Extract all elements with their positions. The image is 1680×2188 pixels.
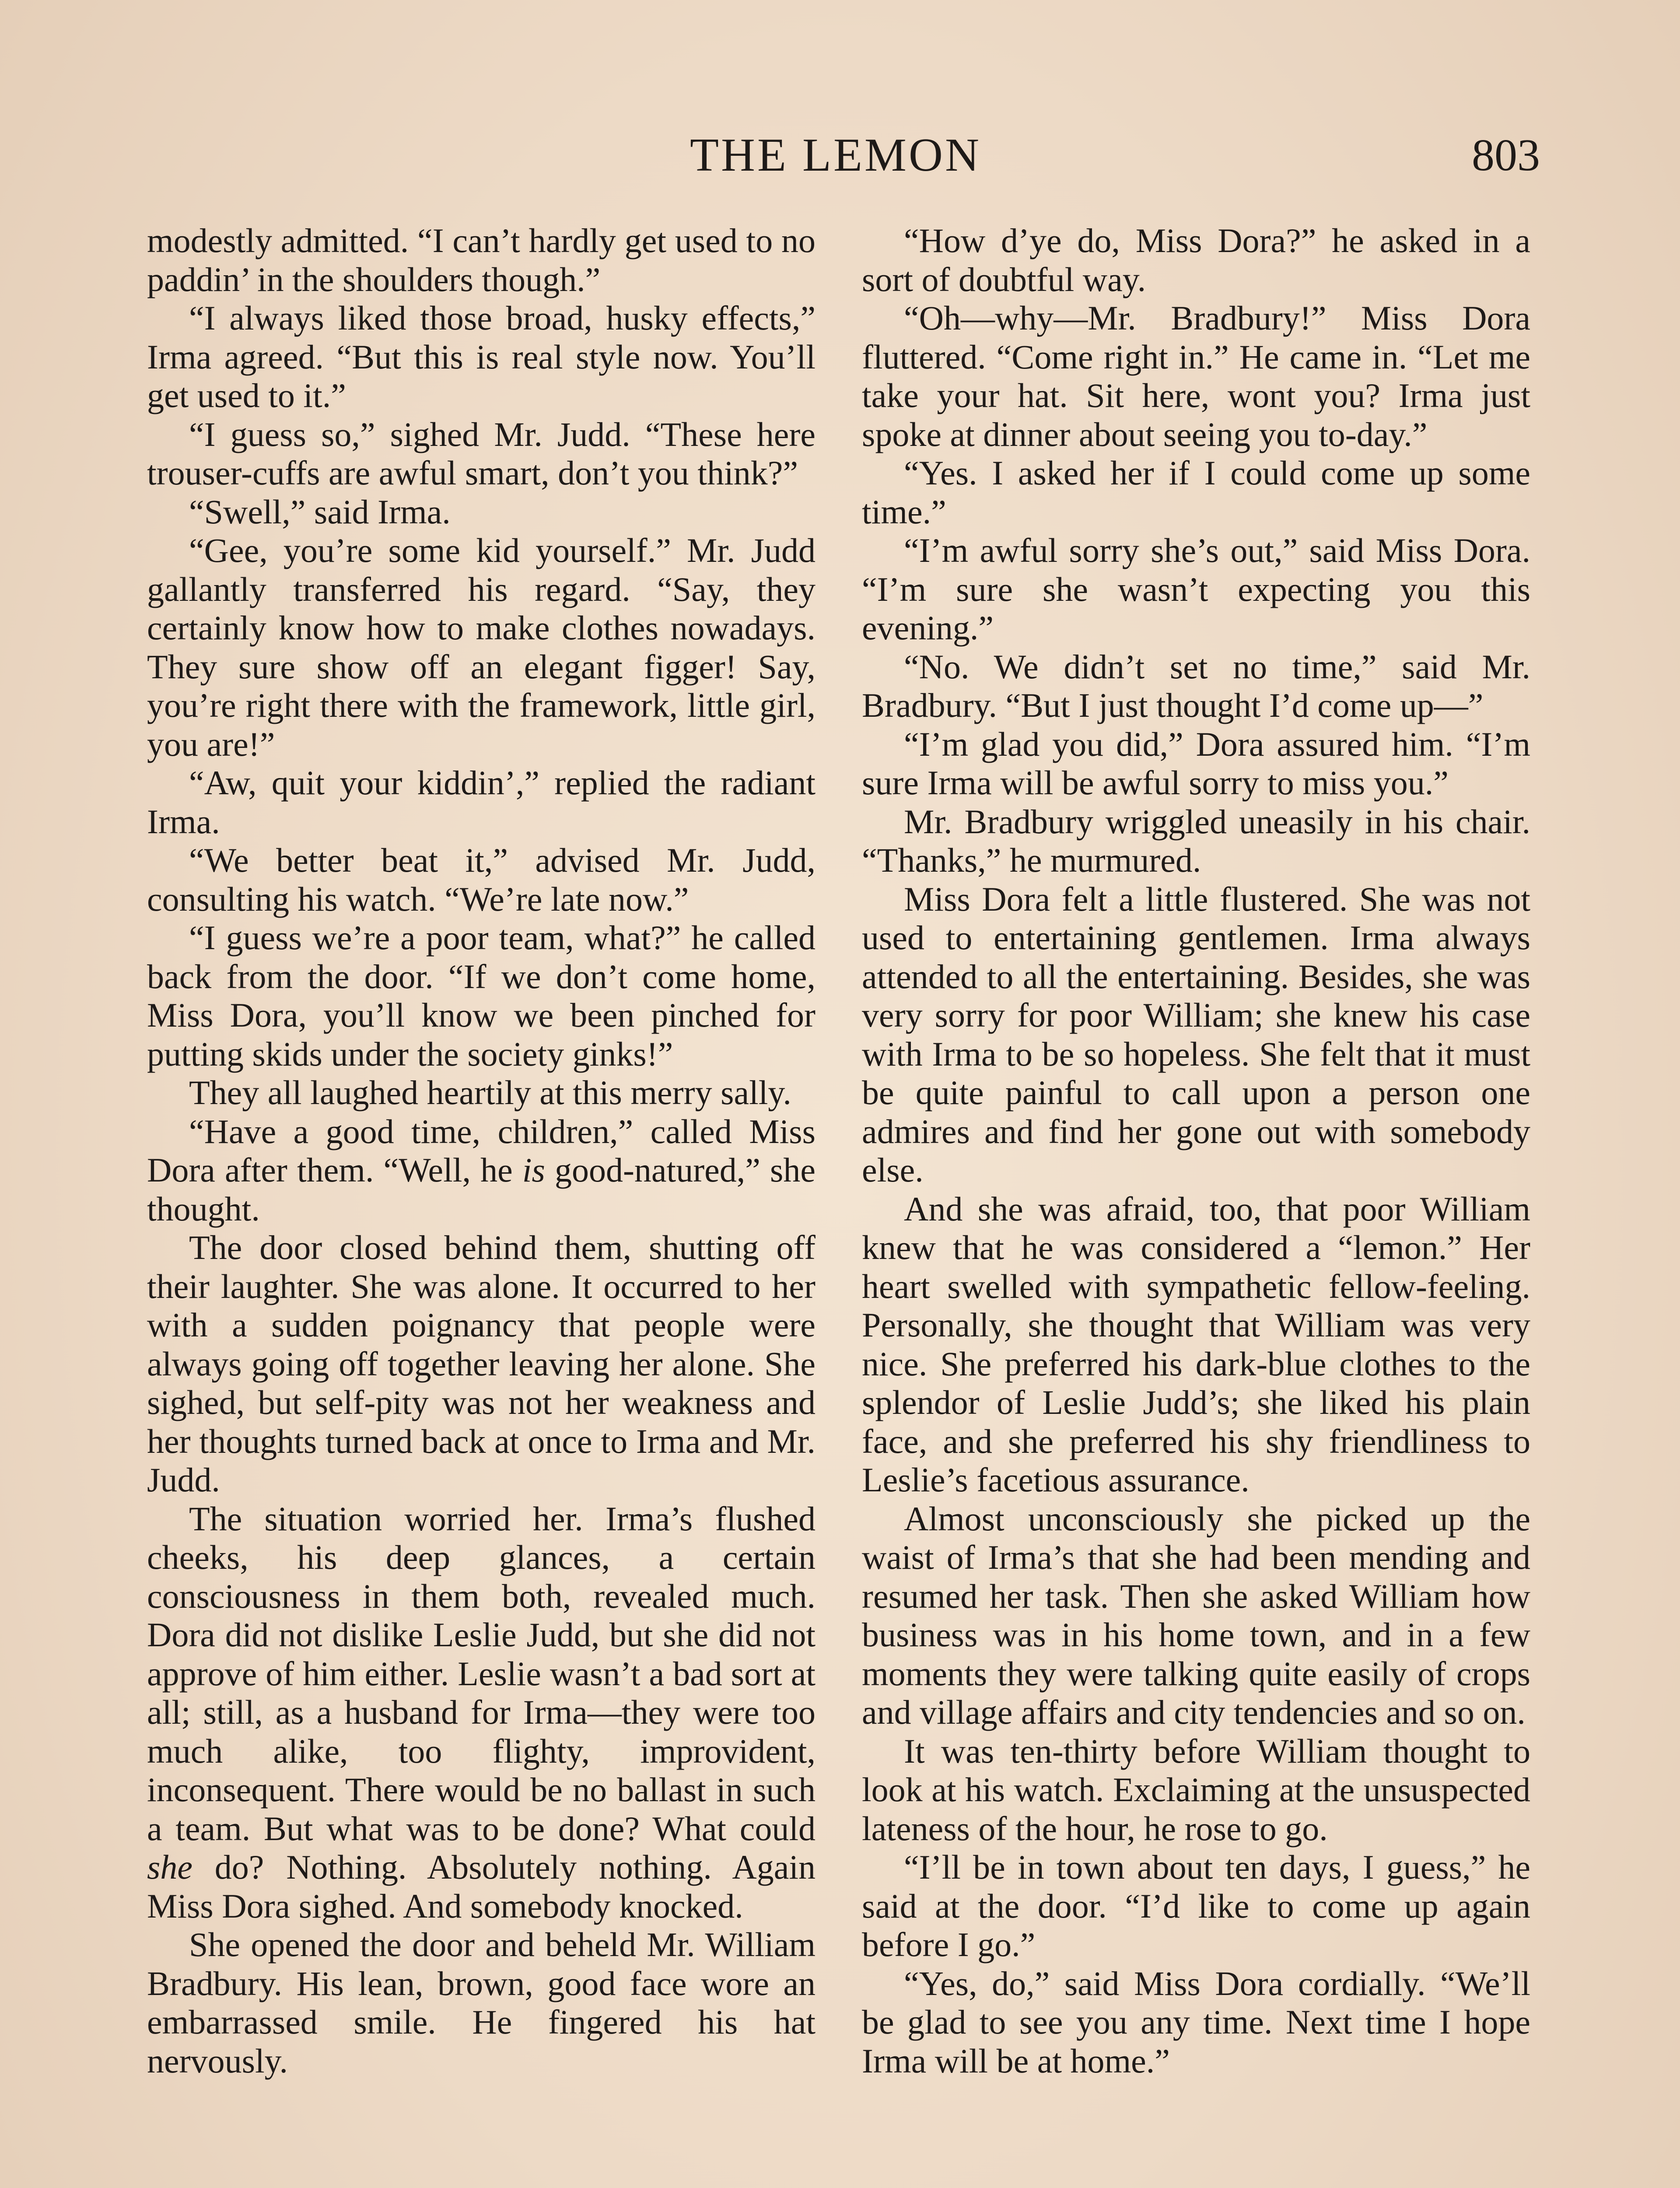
paragraph: “Swell,” said Irma. — [189, 492, 451, 531]
paragraph: “Yes. I asked her if I could come up some time.” — [862, 454, 1530, 531]
paragraph: “How d’ye do, Miss Dora?” he asked in a sort of doubtful way. — [862, 221, 1530, 298]
paragraph: modestly admitted. “I can’t hardly get used to no paddin’ in the shoulders though.” — [147, 221, 816, 298]
right-column — [862, 221, 1530, 2080]
paragraph: “I’m awful sorry she’s out,” said Miss Dora. “I’m sure she wasn’t expecting you this evening.” — [862, 531, 1530, 647]
page-number: 803 — [1472, 130, 1540, 180]
paragraph: Mr. Bradbury wriggled uneasily in his chair. “Thanks,” he murmured. — [862, 802, 1530, 879]
text-run: “Have a good time, children,” called Miss Dora after them. “Well, he — [147, 1112, 816, 1189]
paragraph — [147, 1500, 816, 1926]
paragraph: The door closed behind them, shutting off their laughter. She was alone. It occurred to her with a sudden poignancy that people were always going off together leaving her alone. She sighed, but self-pity was not her weakness and her thoughts turned back at once to Irma and Mr. Judd. — [147, 1228, 816, 1499]
paragraph: “I guess so,” sighed Mr. Judd. “These here trouser-cuffs are awful smart, don’t you think?” — [147, 415, 816, 492]
paragraph: “I always liked those broad, husky effects,” Irma agreed. “But this is real style now. You’ll get used to it.” — [147, 299, 816, 414]
paragraph: “No. We didn’t set no time,” said Mr. Bradbury. “But I just thought I’d come up—” — [862, 647, 1530, 724]
left-column — [147, 221, 816, 2080]
paragraph: “Oh—why—Mr. Bradbury!” Miss Dora fluttered. “Come right in.” He came in. “Let me take your hat. Sit here, wont you? Irma just spoke at dinner about seeing you to-day.” — [862, 299, 1530, 453]
paragraph: “Yes, do,” said Miss Dora cordially. “We’ll be glad to see you any time. Next time I hope Irma will be at home.” — [862, 1964, 1530, 2080]
paragraph: She opened the door and beheld Mr. William Bradbury. His lean, brown, good face wore an embarrassed smile. He fingered his hat nervously. — [147, 1925, 816, 2080]
paragraph: “Aw, quit your kiddin’,” replied the radiant Irma. — [147, 764, 816, 841]
emphasis-text: is — [522, 1151, 545, 1189]
paragraph: “I’ll be in town about ten days, I guess,” he said at the door. “I’d like to come up again before I go.” — [862, 1848, 1530, 1964]
paragraph: Miss Dora felt a little flustered. She was not used to entertaining gentlemen. Irma always attended to all the entertaining. Besides, she was very sorry for poor William; she knew his case with Irma to be so hopeless. She felt that it must be quite painful to call upon a person one admires and find her gone out with somebody else. — [862, 880, 1530, 1189]
running-head — [0, 127, 1680, 184]
paragraph: “We better beat it,” advised Mr. Judd, consulting his watch. “We’re late now.” — [147, 841, 816, 918]
paragraph: They all laughed heartily at this merry sally. — [189, 1073, 791, 1112]
paragraph: “Gee, you’re some kid yourself.” Mr. Judd gallantly transferred his regard. “Say, they certainly know how to make clothes nowadays. They sure show off an elegant figger! Say, you’re right there with the framework, little girl, you are!” — [147, 531, 816, 763]
paragraph: And she was afraid, too, that poor William knew that he was considered a “lemon.” Her heart swelled with sympathetic fellow-feeling. Personally, she thought that William was very nice. She preferred his dark-blue clothes to the splendor of Leslie Judd’s; she liked his plain face, and she preferred his shy friendliness to Leslie’s facetious assurance. — [862, 1189, 1530, 1499]
text-run: good-natured,” she thought. — [147, 1151, 816, 1228]
page-title: THE LEMON — [690, 129, 981, 181]
paragraph: “I guess we’re a poor team, what?” he called back from the door. “If we don’t come home, Miss Dora, you’ll know we been pinched for putting skids under the society ginks!” — [147, 919, 816, 1073]
paragraph: “I’m glad you did,” Dora assured him. “I’m sure Irma will be awful sorry to miss you.” — [862, 725, 1530, 802]
text-run: The situation worried her. Irma’s flushed cheeks, his deep glances, a certain consciousness in them both, revealed much. Dora did not dislike Leslie Judd, but she did not approve of him either. Leslie wasn’t a bad sort at all; still, as a husband for Irma—they were too much alike, too flighty, improvident, inconsequent. There would be no ballast in such a team. But what was to be done? What could — [147, 1499, 816, 1848]
paragraph: Almost unconsciously she picked up the waist of Irma’s that she had been mending and resumed her task. Then she asked William how business was in his home town, and in a few moments they were talking quite easily of crops and village affairs and city tendencies and so on. — [862, 1499, 1530, 1731]
paragraph — [147, 1112, 816, 1229]
paragraph: It was ten-thirty before William thought to look at his watch. Exclaiming at the unsuspected lateness of the hour, he rose to go. — [862, 1732, 1530, 1848]
text-run: do? Nothing. Absolutely nothing. Again Miss Dora sighed. And somebody knocked. — [147, 1848, 816, 1925]
emphasis-text: she — [147, 1848, 192, 1886]
